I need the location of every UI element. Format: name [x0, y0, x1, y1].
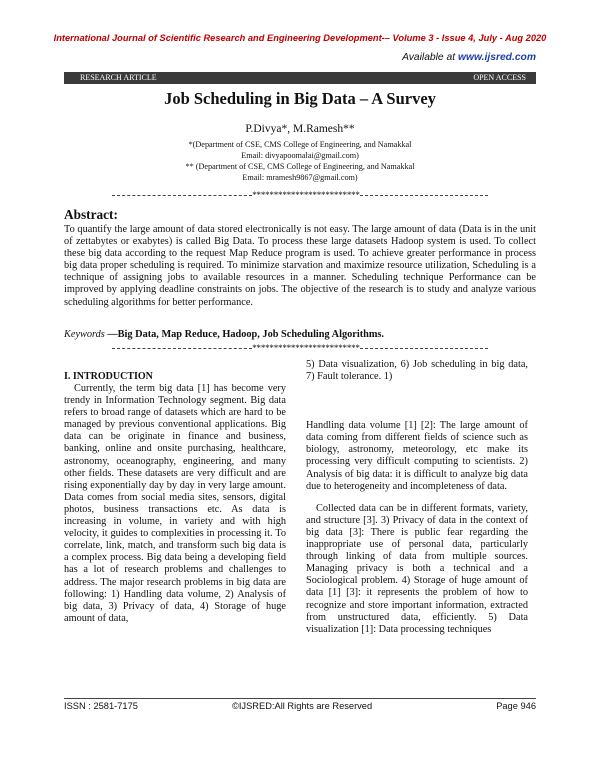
footer-issn: ISSN : 2581-7175: [64, 701, 138, 711]
availability-line: [402, 52, 536, 63]
abstract-heading: Abstract:: [64, 207, 118, 222]
affiliation-2: ** (Department of CSE, CMS College of Engineering, and Namakkal: [185, 162, 415, 171]
open-access-label: OPEN ACCESS: [473, 73, 526, 82]
separator-top: [64, 190, 536, 200]
email-1: Email: divyapoomalai@gmail.com): [241, 151, 359, 160]
article-banner: [64, 72, 536, 84]
affiliation-1: *(Department of CSE, CMS College of Engineering, and Namakkal: [188, 140, 412, 149]
abstract-text: To quantify the large amount of data stored electronically is not easy. The large amount of data (Data is in the unit of zettabytes or exabytes) is called Big Data. To process these large datasets Hadoop system is used. To collect these big data according to the request Map Reduce program is used. To achieve greater performance in process big data proper scheduling is required. To minimize starvation and maximize resource utilization, Scheduling is a technique of assigning jobs to available resources in a manner. Scheduling technique Performance can be improved by applying deadline constraints on jobs. The objective of the research is to study and analyze various scheduling algorithms for better performance.: [64, 224, 536, 308]
intro-paragraph-1: Currently, the term big data [1] has become very trendy in Information Technology segment. Big data refers to broad range of datasets which are hard to be managed by previous conventional applications. Big data can be originate in finance and business, banking, online and onsite purchasing, healthcare, astronomy, oceanography, engineering, and many other fields. These datasets are very difficult and are rising exponentially day by day in very large amount. Data comes from social media sites, sensors, digital photos, business transactions etc. As data is increasing in volume, in variety and with high velocity, it guides to complexities in processing it. To correlate, link, match, and transform such big data is a complex process. Big data being a developing field has a lot of research problems and challenges to address. The major research problems in big data are following: 1) Handling data volume, 2) Analysis of big data, 3) Privacy of data, 4) Storage of huge amount of data,: [64, 383, 286, 624]
keywords-label: Keywords: [64, 329, 105, 340]
separator-bottom: [64, 343, 536, 353]
email-2: Email: mramesh9867@gmail.com): [242, 173, 358, 182]
intro-right-column: [306, 359, 528, 636]
separator-stars: *************************: [252, 190, 360, 200]
journal-header: International Journal of Scientific Research and Engineering Development-– Volume 3 - Issue 4, July - Aug 2020: [53, 33, 547, 43]
section-heading-introduction: I. INTRODUCTION: [64, 371, 153, 382]
footer-page-number: Page 946: [496, 701, 536, 711]
intro-paragraph-3: Collected data can be in different formats, variety, and structure [3]. 3) Privacy of data in the context of big data [3]: There is public fear regarding the inappropriate use of personal data, particularly through linking of data from multiple sources. Managing privacy is both a technical and a Sociological problem. 4) Storage of huge amount of data [1] [3]: it represents the problem of how to recognize and store important information, extracted from unstructured data, efficiently. 5) Data visualization [1]: Data processing techniques: [306, 502, 528, 635]
keywords-text: —Big Data, Map Reduce, Hadoop, Job Scheduling Algorithms.: [104, 329, 385, 340]
intro-paragraph-2: Handling data volume [1] [2]: The large amount of data coming from different fields of science such as biology, astronomy, meteorology, etc make its processing very difficult computing to scientists. 2) Analysis of big data: it is difficult to analyze big data due to heterogeneity and incompleteness of data.: [306, 420, 528, 492]
keywords-line: [64, 329, 384, 340]
separator-stars-2: *************************: [252, 343, 360, 353]
paper-title: Job Scheduling in Big Data – A Survey: [164, 89, 436, 108]
footer-divider: [64, 698, 536, 699]
intro-right-top: 5) Data visualization, 6) Job scheduling in big data, 7) Fault tolerance. 1): [306, 359, 528, 383]
available-label: Available at: [402, 52, 458, 63]
footer-rights: ©IJSRED:All Rights are Reserved: [232, 701, 373, 711]
journal-url-link[interactable]: www.ijsred.com: [457, 52, 536, 63]
research-article-label: RESEARCH ARTICLE: [80, 73, 157, 82]
paper-authors: P.Divya*, M.Ramesh**: [245, 123, 355, 135]
intro-left-column: [64, 383, 286, 625]
